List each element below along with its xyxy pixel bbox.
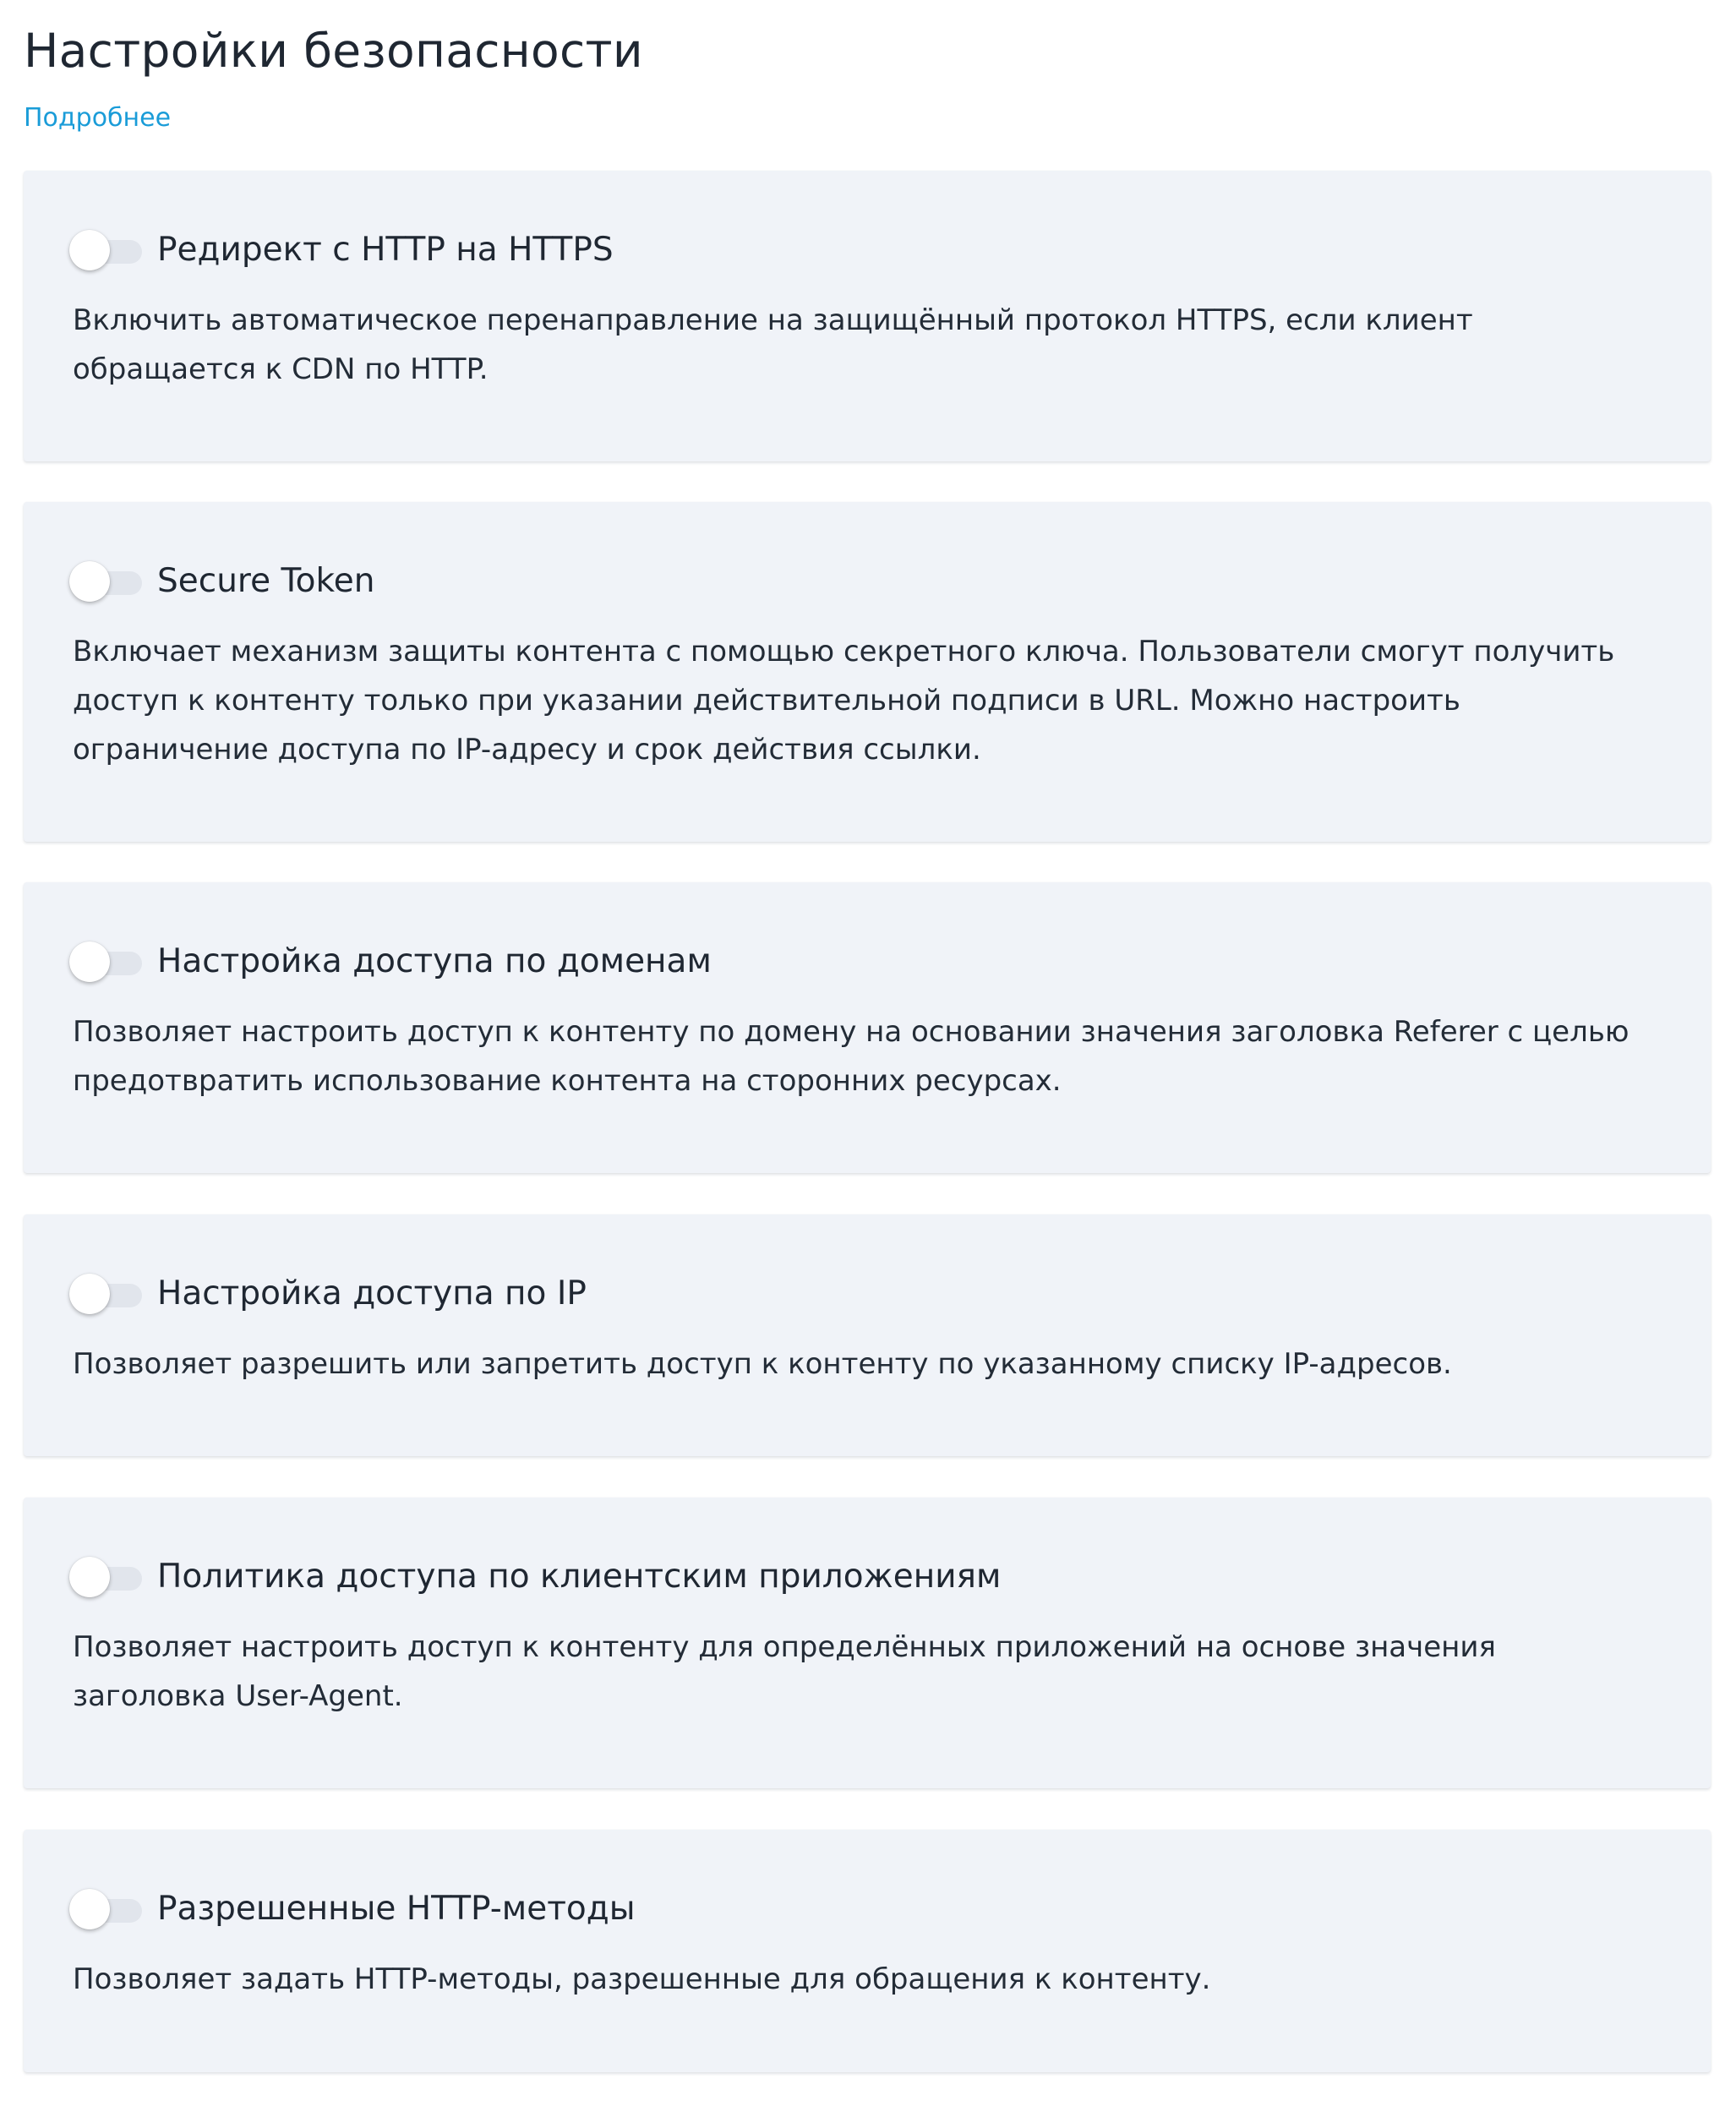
more-info-link[interactable]: Подробнее — [24, 103, 172, 133]
setting-card-domain-access — [24, 882, 1711, 1173]
setting-header — [68, 1885, 636, 1933]
setting-description: Позволяет разрешить или запретить доступ к контенту по указанному списку IP-адресов. — [73, 1347, 1452, 1381]
setting-title: Настройка доступа по IP — [157, 1274, 587, 1312]
setting-header — [68, 938, 712, 985]
setting-header — [68, 226, 614, 274]
setting-description: Позволяет настроить доступ к контенту по домену на основании значения заголовка Referer с целью предотвратить использование контента на сторонних ресурсах. — [73, 1015, 1630, 1098]
setting-card-client-app-policy — [24, 1498, 1711, 1788]
setting-header — [68, 558, 374, 605]
setting-description: Позволяет настроить доступ к контенту для определённых приложений на основе значения заголовка User-Agent. — [73, 1630, 1496, 1713]
setting-description: Включить автоматическое перенаправление на защищённый протокол HTTPS, если клиент обращается к CDN по HTTP. — [73, 303, 1473, 386]
page-title: Настройки безопасности — [24, 24, 643, 78]
setting-description: Позволяет задать HTTP-методы, разрешенные для обращения к контенту. — [73, 1962, 1211, 1996]
setting-card-secure-token — [24, 502, 1711, 842]
toggle-knob — [69, 941, 110, 982]
setting-title: Разрешенные HTTP-методы — [157, 1890, 636, 1928]
setting-header — [68, 1270, 587, 1318]
ip-access-toggle[interactable] — [68, 1270, 145, 1318]
setting-title: Политика доступа по клиентским приложениям — [157, 1558, 1002, 1596]
setting-header — [68, 1553, 1001, 1601]
toggle-knob — [69, 230, 110, 270]
toggle-knob — [69, 1557, 110, 1597]
secure-token-toggle[interactable] — [68, 558, 145, 605]
toggle-knob — [69, 561, 110, 602]
setting-title: Настройка доступа по доменам — [157, 942, 712, 980]
setting-title: Редирект с HTTP на HTTPS — [157, 231, 614, 269]
toggle-knob — [69, 1889, 110, 1929]
https-redirect-toggle[interactable] — [68, 226, 145, 274]
toggle-knob — [69, 1274, 110, 1314]
http-methods-toggle[interactable] — [68, 1885, 145, 1933]
setting-description: Включает механизм защиты контента с помощью секретного ключа. Пользователи смогут получить доступ к контенту только при указании действительной подписи в URL. Можно настроить ограничение доступа по IP-адресу и срок действия ссылки. — [73, 635, 1615, 767]
setting-card-http-methods — [24, 1830, 1711, 2072]
domain-access-toggle[interactable] — [68, 938, 145, 985]
setting-title: Secure Token — [157, 562, 375, 600]
setting-card-https-redirect — [24, 171, 1711, 461]
setting-card-ip-access — [24, 1214, 1711, 1456]
client-app-policy-toggle[interactable] — [68, 1553, 145, 1601]
